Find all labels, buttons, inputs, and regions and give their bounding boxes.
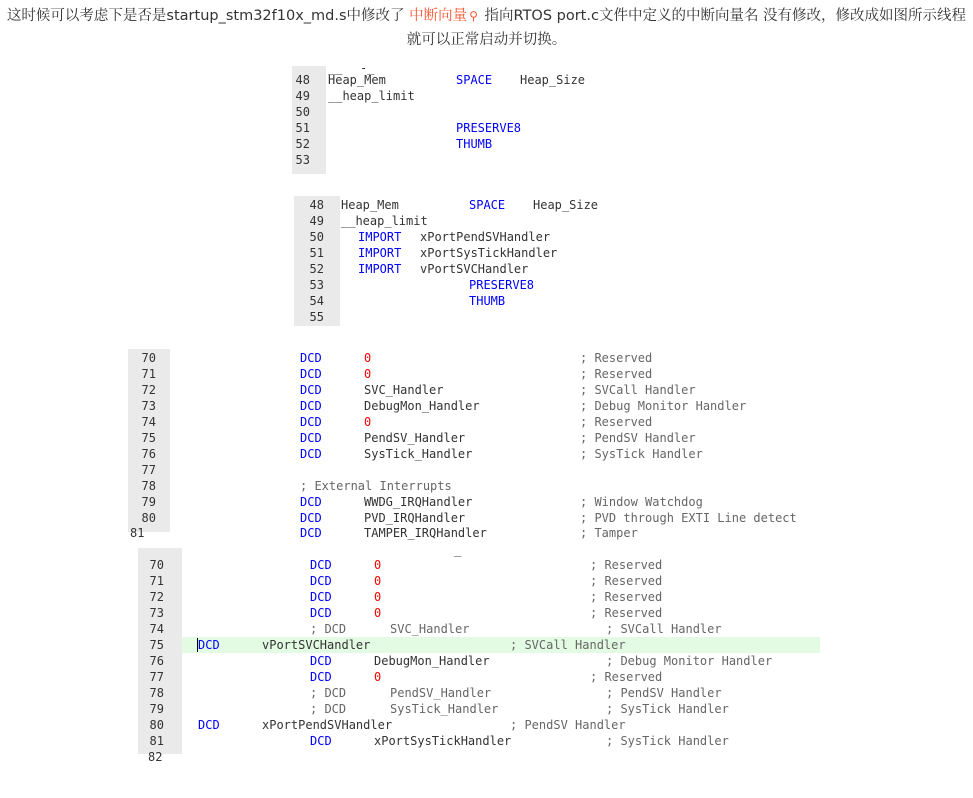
line-number: 81 [149, 734, 164, 748]
paragraph-text-after: 指向RTOS port.c文件中定义的中断向量名 没有修改，修改成如图所示线程就可以正常启动并切换。 [406, 8, 967, 48]
code-line [292, 104, 612, 120]
line-number: 55 [309, 310, 324, 324]
code-line [294, 293, 624, 309]
line-number: 80 [149, 718, 164, 732]
code-snippet-2 [294, 196, 624, 326]
line-number: 74 [141, 415, 156, 429]
code-line [294, 309, 624, 325]
line-number: 71 [141, 367, 156, 381]
code-directive: DCD [310, 606, 332, 620]
line-number: 79 [141, 495, 156, 509]
code-argument: DebugMon_Handler [364, 399, 480, 413]
code-line [294, 261, 624, 277]
code-line [138, 701, 828, 717]
code-argument: xPortSysTickHandler [374, 734, 512, 748]
code-argument: 0 [374, 574, 382, 588]
code-comment: ; Reserved [580, 367, 653, 381]
code-comment: ; PVD through EXTI Line detect [580, 511, 797, 525]
code-directive: DCD [300, 399, 322, 413]
code-directive: DCD [310, 558, 332, 572]
line-number: 75 [141, 431, 156, 445]
line-number: 73 [149, 606, 164, 620]
code-comment: ; Window Watchdog [580, 495, 703, 509]
code-line [128, 398, 828, 414]
code-argument: PendSV_Handler [364, 431, 466, 445]
code-line [128, 446, 828, 462]
code-label: __heap_limit [341, 214, 428, 228]
line-number: 76 [141, 447, 156, 461]
code-line [292, 136, 612, 152]
code-directive: DCD [310, 654, 332, 668]
code-line [128, 462, 828, 478]
code-line [138, 653, 828, 669]
code-line [294, 197, 624, 213]
code-comment: ; Reserved [580, 351, 653, 365]
code-comment: ; Reserved [590, 606, 663, 620]
keyword-link[interactable]: 中断向量 [409, 8, 468, 24]
code-label: Heap_Mem [328, 73, 386, 87]
code-comment: ; External Interrupts [300, 479, 452, 493]
line-number: 72 [149, 590, 164, 604]
code-line [138, 717, 828, 733]
code-line [128, 366, 828, 382]
code-line [138, 557, 828, 573]
code-comment: ; Debug Monitor Handler [606, 654, 773, 668]
code-line [294, 277, 624, 293]
code-comment: ; Reserved [580, 415, 653, 429]
code-line [128, 478, 828, 494]
line-number: 52 [295, 137, 310, 151]
code-argument: xPortPendSVHandler [420, 230, 551, 244]
code-directive: PRESERVE8 [469, 278, 535, 292]
code-directive: THUMB [469, 294, 506, 308]
line-number: 72 [141, 383, 156, 397]
article-paragraph [0, 4, 973, 52]
code-snippet-1: __ -_ 48 Heap_Mem SPACE Heap_Size 49 __heap_limit 50 51 PRESERVE8 52 THUMB 53 [292, 66, 612, 174]
line-number: 53 [295, 153, 310, 167]
code-directive: DCD [310, 574, 332, 588]
code-directive: DCD [310, 590, 332, 604]
code-directive: DCD [300, 351, 322, 365]
code-line [292, 152, 612, 168]
code-directive: DCD [300, 367, 322, 381]
code-argument: 0 [364, 351, 372, 365]
line-number: 51 [295, 121, 310, 135]
code-directive: DCD [300, 431, 322, 445]
code-argument: Heap_Size [533, 198, 599, 212]
code-comment: ; SVCall Handler [580, 383, 696, 397]
code-line [138, 733, 828, 749]
line-number: 51 [309, 246, 324, 260]
code-line [138, 573, 828, 589]
code-directive: DCD [300, 383, 322, 397]
code-directive: ; DCD [310, 686, 347, 700]
code-directive: ; DCD [310, 622, 347, 636]
code-directive: DCD [310, 734, 332, 748]
line-number: 48 [295, 73, 310, 87]
line-number: 52 [309, 262, 324, 276]
line-number: 53 [309, 278, 324, 292]
code-comment: ; Reserved [590, 558, 663, 572]
code-label: __heap_limit [328, 89, 415, 103]
code-directive: DCD [300, 447, 322, 461]
line-number: 80 [141, 511, 156, 525]
code-comment: ; PendSV Handler [510, 718, 626, 732]
code-directive: DCD [300, 415, 322, 429]
code-line [128, 494, 828, 510]
code-directive: DCD [198, 718, 220, 732]
code-argument: 0 [374, 558, 382, 572]
code-line [128, 510, 828, 526]
import-keyword: IMPORT [358, 246, 402, 260]
line-number: 49 [295, 89, 310, 103]
code-directive: THUMB [456, 137, 493, 151]
code-line [138, 685, 828, 701]
code-directive: DCD [198, 638, 220, 652]
search-icon[interactable]: ⚲ [469, 9, 478, 23]
code-line [138, 637, 828, 653]
code-argument: PendSV_Handler [390, 686, 492, 700]
line-number: 49 [309, 214, 324, 228]
code-directive: DCD [300, 511, 322, 525]
line-number: 78 [141, 479, 156, 493]
line-number: 77 [149, 670, 164, 684]
line-number: 76 [149, 654, 164, 668]
line-number: 75 [149, 638, 164, 652]
code-label: Heap_Mem [341, 198, 399, 212]
line-number: 48 [309, 198, 324, 212]
code-argument: Heap_Size [520, 73, 586, 87]
code-line [292, 72, 612, 88]
code-line [128, 350, 828, 366]
code-argument: 0 [364, 367, 372, 381]
code-line [128, 382, 828, 398]
code-argument: vPortSVCHandler [420, 262, 529, 276]
line-number: 73 [141, 399, 156, 413]
line-number: 77 [141, 463, 156, 477]
import-keyword: IMPORT [358, 230, 402, 244]
code-comment: ; SysTick Handler [580, 447, 703, 461]
line-number: 50 [309, 230, 324, 244]
code-snippet-4: _ 82 70 DCD 0 ; Reserved 71 DCD 0 ; Reserved 72 DCD 0 ; Reserved 73 DCD 0 ; Reserved 74 ; DCD SVC_Handler ; SVCall Handler 75 DCD vPortSVCHandler ; SVCall Handler 76 DCD DebugMon_Handler ; Debug Monitor Handler 77 DCD 0 ; Reserved 78 ; DCD PendSV_Handler ; PendSV Handler 79 ; DCD SysTick_Handler ; SysTick Handler 80 DCD xPortPendSVHandler ; PendSV Handler 81 DCD xPortSysTickHandler ; SysTick Handler [138, 548, 828, 754]
code-line [292, 88, 612, 104]
line-number: 70 [141, 351, 156, 365]
paragraph-text-before: 这时候可以考虑下是否是startup_stm32f10x_md.s中修改了 [6, 8, 410, 24]
code-comment: ; SVCall Handler [606, 622, 722, 636]
code-comment: ; SysTick Handler [606, 734, 729, 748]
code-snippet-3: 81 DCD TAMPER_IRQHandler ; Tamper 70 DCD 0 ; Reserved 71 DCD 0 ; Reserved 72 DCD SVC_Handler ; SVCall Handler 73 DCD DebugMon_Handler ; Debug Monitor Handler 74 DCD 0 ; Reserved 75 DCD PendSV_Handler ; PendSV Handler 76 DCD SysTick_Handler ; SysTick Handler 77 78 ; External Interrupts 79 DCD WWDG_IRQHandler ; Window Watchdog 80 DCD PVD_IRQHandler ; PVD through EXTI Line detect [128, 349, 828, 532]
code-comment: ; PendSV Handler [606, 686, 722, 700]
code-argument: SysTick_Handler [364, 447, 473, 461]
code-directive: PRESERVE8 [456, 121, 522, 135]
code-line [128, 430, 828, 446]
code-argument: PVD_IRQHandler [364, 511, 466, 525]
code-directive: ; DCD [310, 702, 347, 716]
line-number: 70 [149, 558, 164, 572]
code-comment: ; Reserved [590, 590, 663, 604]
line-number: 78 [149, 686, 164, 700]
code-argument: WWDG_IRQHandler [364, 495, 473, 509]
code-argument: vPortSVCHandler [262, 638, 371, 652]
code-argument: xPortSysTickHandler [420, 246, 558, 260]
code-argument: 0 [374, 590, 382, 604]
code-comment: ; Reserved [590, 574, 663, 588]
line-number: 54 [309, 294, 324, 308]
code-argument: 0 [364, 415, 372, 429]
code-argument: DebugMon_Handler [374, 654, 490, 668]
code-line [138, 669, 828, 685]
code-directive: SPACE [456, 73, 493, 87]
code-line [138, 605, 828, 621]
code-directive: SPACE [469, 198, 506, 212]
line-number: 74 [149, 622, 164, 636]
code-line [128, 414, 828, 430]
code-comment: ; Reserved [590, 670, 663, 684]
code-argument: SysTick_Handler [390, 702, 499, 716]
code-line [294, 229, 624, 245]
code-line [138, 589, 828, 605]
line-number: 71 [149, 574, 164, 588]
code-line [294, 245, 624, 261]
code-directive: DCD [310, 670, 332, 684]
line-number: 79 [149, 702, 164, 716]
code-comment: ; Debug Monitor Handler [580, 399, 747, 413]
code-directive: DCD [300, 495, 322, 509]
code-comment: ; SysTick Handler [606, 702, 729, 716]
code-argument: SVC_Handler [390, 622, 470, 636]
code-comment: ; PendSV Handler [580, 431, 696, 445]
import-keyword: IMPORT [358, 262, 402, 276]
code-argument: 0 [374, 606, 382, 620]
code-comment: ; SVCall Handler [510, 638, 626, 652]
code-line [294, 213, 624, 229]
code-line [292, 120, 612, 136]
line-number: 50 [295, 105, 310, 119]
code-argument: xPortPendSVHandler [262, 718, 393, 732]
code-argument: 0 [374, 670, 382, 684]
code-argument: SVC_Handler [364, 383, 444, 397]
code-line [138, 621, 828, 637]
